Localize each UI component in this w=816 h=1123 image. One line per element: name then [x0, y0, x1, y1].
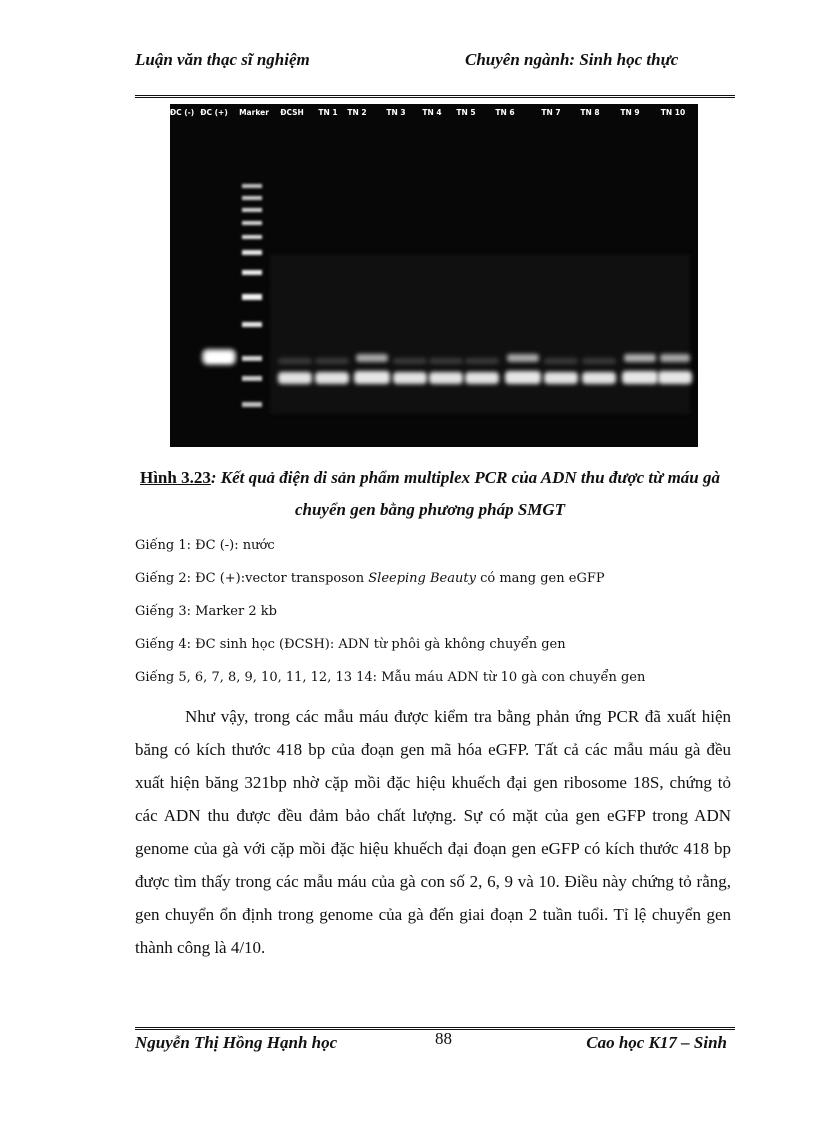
gel-svg [170, 104, 698, 447]
footer-author: Nguyễn Thị Hồng Hạnh học [135, 1033, 338, 1052]
legend-line-2-italic: Sleeping Beauty [368, 571, 476, 586]
page-footer [135, 1029, 735, 1077]
gel-lane-label: TN 7 [541, 108, 561, 117]
legend-line-4: Giếng 4: ĐC sinh học (ĐCSH): ADN từ phôi gà không chuyển gen [135, 637, 566, 652]
legend-line-2-prefix: Giếng 2: ĐC (+):vector transposon [135, 571, 369, 586]
gel-lane-label: TN 1 [318, 108, 338, 117]
legend-line-2 [135, 562, 755, 595]
gel-band-positive-control [202, 349, 236, 365]
legend-line-2-suffix: có mang gen eGFP [475, 571, 605, 586]
figure-label: Hình 3.23 [139, 468, 211, 487]
legend-line-3: Giếng 3: Marker 2 kb [135, 604, 277, 619]
body-paragraph: Như vậy, trong các mẫu máu được kiểm tra bằng phản ứng PCR đã xuất hiện băng có kích thước 418 bp của đoạn gen mã hóa eGFP. Tất cả các mẫu máu gà đều xuất hiện băng 321bp nhờ cặp mồi đặc hiệu khuếch đại gen ribosome 18S, chứng tỏ các ADN thu được đều đảm bảo chất lượng. Sự có mặt của gen eGFP trong ADN genome của gà với cặp mồi đặc hiệu khuếch đại đoạn gen eGFP có kích thước 418 bp được tìm thấy trong các mẫu máu của gà con số 2, 6, 9 và 10. Điều này chứng tỏ rằng, gen chuyển ổn định trong genome của gà đến giai đoạn 2 tuần tuổi. Tỉ lệ chuyển gen thành công là 4/10. [135, 707, 731, 957]
figure-caption [120, 462, 740, 526]
gel-bands-321bp [278, 371, 692, 384]
header-rule [135, 95, 735, 98]
page-number: 88 [435, 1029, 452, 1048]
header-right-text: Chuyên ngành: Sinh học thực [465, 50, 679, 69]
gel-lane-label: ĐC (-) [170, 108, 195, 117]
gel-lane-label: Marker [239, 108, 269, 117]
footer-right-text: Cao học K17 – Sinh [586, 1033, 727, 1052]
gel-electrophoresis-image [170, 104, 698, 447]
legend-line-1: Giếng 1: ĐC (-): nước [135, 538, 275, 553]
gel-lane-label: TN 5 [456, 108, 476, 117]
gel-lane-label: TN 10 [660, 108, 686, 117]
gel-bands-faint [278, 358, 616, 364]
gel-lane-label: TN 2 [347, 108, 367, 117]
page-header [135, 50, 735, 94]
gel-lane-label: ĐC (+) [200, 108, 228, 117]
gel-lane-label: TN 9 [620, 108, 640, 117]
figure-legend [135, 529, 755, 694]
header-left-text: Luận văn thạc sĩ nghiệm [135, 50, 310, 69]
gel-lane-label: TN 3 [386, 108, 406, 117]
gel-lane-label: TN 4 [422, 108, 442, 117]
legend-line-5: Giếng 5, 6, 7, 8, 9, 10, 11, 12, 13 14: Mẫu máu ADN từ 10 gà con chuyển gen [135, 670, 646, 685]
gel-lane-label: ĐCSH [280, 108, 304, 117]
gel-lane-label: TN 8 [580, 108, 600, 117]
figure-caption-text: : Kết quả điện di sản phẩm multiplex PCR của ADN thu được từ máu gà chuyển gen bằng phương pháp SMGT [210, 468, 721, 519]
gel-lane-label: TN 6 [495, 108, 515, 117]
